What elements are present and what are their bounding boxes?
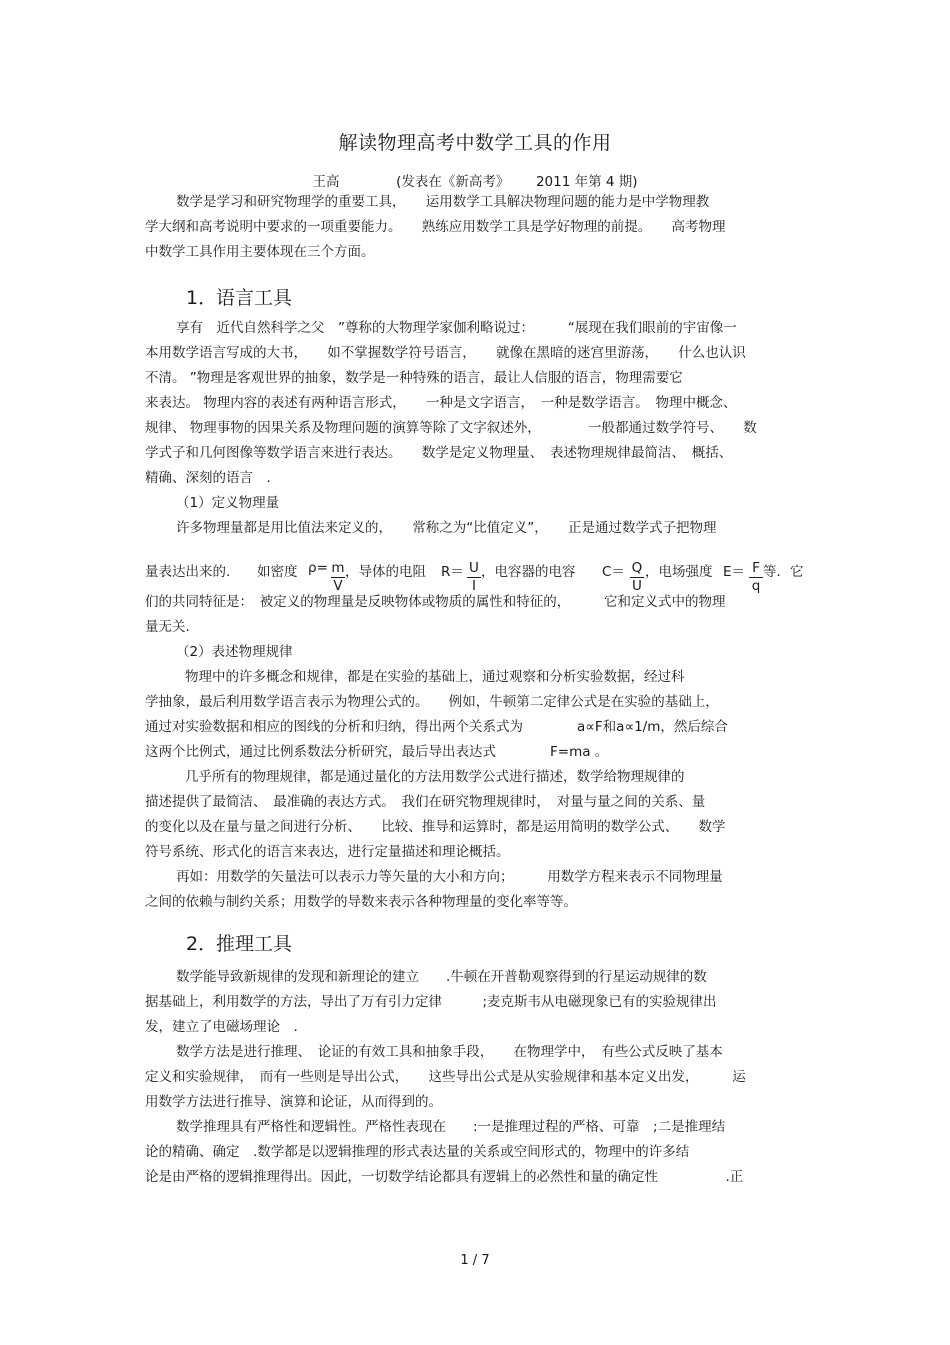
paragraph-line: 发，建立了电磁场理论 .	[145, 1019, 298, 1035]
paragraph-line: 定义和实验规律， 而有一些则是导出公式， 这些导出公式是从实验规律和基本定义出发， 运	[145, 1069, 746, 1085]
paragraph-line: 学式子和几何图像等数学语言来进行表达。 数学是定义物理量、 表述物理规律最简洁、 概括、	[145, 445, 733, 461]
capacitance-lhs: C＝	[602, 564, 625, 580]
paragraph-line: 几乎所有的物理规律，都是通过量化的方法用数学公式进行描述，数学给物理规律的	[185, 769, 685, 785]
paragraph-line: 据基础上，利用数学的方法，导出了万有引力定律 ;麦克斯韦从电磁现象已有的实验规律出	[145, 994, 717, 1010]
formula-lead: 量表达出来的.	[145, 564, 231, 580]
publication-source: (发表在《新高考》	[396, 174, 510, 190]
paragraph-line: 来表达。 物理内容的表述有两种语言形式， 一种是文字语言， 一种是数学语言。 物理中概念、	[145, 395, 737, 411]
paragraph-line: 规律、 物理事物的因果关系及物理问题的演算等除了文字叙述外， 一般都通过数学符号、 数	[145, 420, 757, 436]
paragraph-line: 数学方法是进行推理、 论证的有效工具和抽象手段， 在物理学中， 有些公式反映了基本	[176, 1044, 723, 1060]
section-title: 推理工具	[216, 933, 293, 955]
paragraph-line: 这两个比例式，通过比例系数法分析研究，最后导出表达式 F=ma 。	[145, 744, 609, 760]
paragraph-line: 们的共同特征是： 被定义的物理量是反映物体或物质的属性和特征的， 它和定义式中的物理	[145, 594, 726, 610]
field-numerator: F	[752, 560, 760, 576]
section-heading-reasoning	[186, 929, 292, 956]
paragraph-line: 数学推理具有严格性和逻辑性。严格性表现在 :一是推理过程的严格、可靠 ;二是推理结	[176, 1119, 726, 1135]
author: 王高	[312, 174, 340, 190]
paragraph-line: 用数学方法进行推导、演算和论证，从而得到的。	[145, 1094, 442, 1110]
paragraph-line: 精确、深刻的语言 .	[145, 470, 271, 486]
paragraph-line: 享有 近代自然科学之父 ”尊称的大物理学家伽利略说过： “展现在我们眼前的宇宙像一	[176, 320, 737, 336]
capacitance-label: ，电容器的电容	[481, 564, 576, 580]
paragraph-line: 之间的依赖与制约关系；用数学的导数来表示各种物理量的变化率等等。	[145, 894, 577, 910]
resistance-lhs: R＝	[441, 564, 464, 580]
section-heading-language	[186, 283, 292, 310]
page-number: 1 / 7	[460, 1253, 490, 1268]
field-denominator: q	[751, 578, 761, 594]
page-title: 解读物理高考中数学工具的作用	[338, 132, 612, 154]
paragraph-line: 论的精确、确定 .数学都是以逻辑推理的形式表达量的关系或空间形式的，物理中的许多结	[145, 1144, 690, 1160]
paragraph-line: 量无关.	[145, 619, 190, 635]
field-fraction	[749, 560, 763, 595]
paragraph-line: 不清。 ”物理是客观世界的抽象，数学是一种特殊的语言，最让人信服的语言，物理需要它	[145, 370, 683, 386]
resistance-label: ，导体的电阻	[345, 564, 426, 580]
paragraph-line: 数学能导致新规律的发现和新理论的建立 .牛顿在开普勒观察得到的行星运动规律的数	[176, 969, 707, 985]
paragraph-line: 再如：用数学的矢量法可以表示力等矢量的大小和方向； 用数学方程来表示不同物理量	[176, 869, 723, 885]
intro-line: 中数学工具作用主要体现在三个方面。	[145, 244, 375, 260]
paragraph-line: 论是由严格的逻辑推理得出。因此，一切数学结论都具有逻辑上的必然性和量的确定性 .正	[145, 1169, 744, 1185]
paragraph-line: 本用数学语言写成的大书， 如不掌握数学符号语言， 就像在黑暗的迷宫里游荡， 什么也认识	[145, 345, 746, 361]
capacitance-denominator: U	[632, 578, 642, 594]
field-label: ，电场强度	[645, 564, 713, 580]
formula-tail: 等．它	[763, 564, 804, 580]
resistance-denominator: I	[472, 578, 476, 594]
paragraph-line: 物理中的许多概念和规律，都是在实验的基础上，通过观察和分析实验数据，经过科	[185, 669, 685, 685]
field-lhs: E＝	[723, 564, 746, 580]
section-number: 1．	[186, 287, 218, 309]
density-fraction	[331, 560, 345, 595]
section-number: 2．	[186, 933, 218, 955]
capacitance-numerator: Q	[631, 560, 643, 576]
paragraph-line: 通过对实验数据和相应的图线的分析和归纳，得出两个关系式为 a∝F和a∝1/m，然后综合	[145, 719, 728, 735]
formula-line	[145, 546, 810, 594]
subsection-title: （2）表述物理规律	[176, 644, 293, 660]
paragraph-line: 许多物理量都是用比值法来定义的， 常称之为“比值定义”， 正是通过数学式子把物理	[176, 520, 717, 536]
paragraph-line: 描述提供了最简洁、 最准确的表达方式。 我们在研究物理规律时， 对量与量之间的关系、量	[145, 794, 706, 810]
byline	[0, 170, 950, 190]
paragraph-line: 学抽象，最后利用数学语言表示为物理公式的。 例如，牛顿第二定律公式是在实验的基础上，	[145, 694, 719, 710]
resistance-fraction	[467, 560, 481, 595]
intro-line: 学大纲和高考说明中要求的一项重要能力。 熟练应用数学工具是学好物理的前提。 高考物理	[145, 219, 726, 235]
subsection-title: （1）定义物理量	[176, 495, 280, 511]
density-label: 如密度	[257, 564, 298, 580]
capacitance-fraction	[630, 560, 644, 595]
density-lhs: ρ=	[308, 560, 328, 576]
density-numerator: m	[331, 560, 345, 576]
section-title: 语言工具	[216, 287, 293, 309]
paragraph-line: 的变化以及在量与量之间进行分析、 比较、推导和运算时，都是运用简明的数学公式、 数学	[145, 819, 726, 835]
density-denominator: V	[333, 578, 343, 594]
paragraph-line: 符号系统、形式化的语言来表达，进行定量描述和理论概括。	[145, 844, 510, 860]
intro-line: 数学是学习和研究物理学的重要工具， 运用数学工具解决物理问题的能力是中学物理教	[176, 194, 710, 210]
publication-issue: 2011 年第 4 期)	[535, 174, 638, 190]
resistance-numerator: U	[469, 560, 479, 576]
